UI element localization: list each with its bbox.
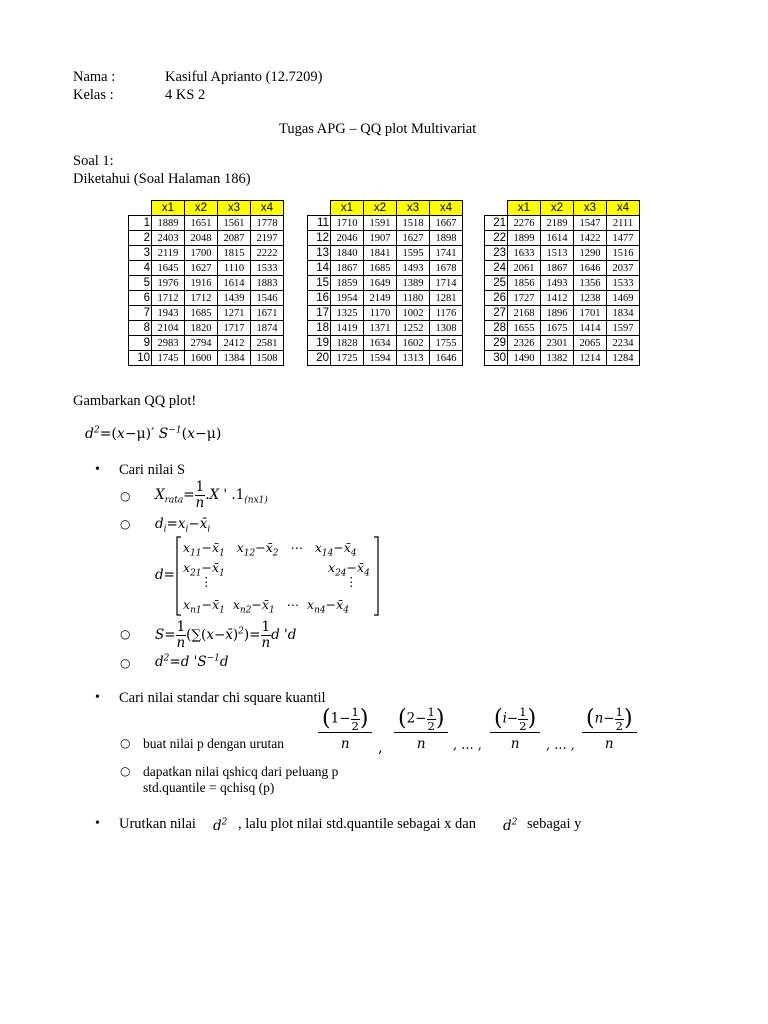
table-cell: 1725 [331, 351, 364, 366]
table-row [308, 321, 463, 336]
table-cell: 2222 [251, 246, 284, 261]
table-cell: 2168 [508, 306, 541, 321]
table-cell: 2065 [574, 336, 607, 351]
chi-sub2-line1: dapatkan nilai qshicq dari peluang p [143, 764, 339, 779]
table-cell: 1671 [251, 306, 284, 321]
table-cell: 1856 [508, 276, 541, 291]
matrix-row-2a: $x_{21}-x̄_1$ [183, 560, 225, 579]
kelas-label: Kelas : [73, 87, 114, 103]
table-cell: 1284 [607, 351, 640, 366]
table-cell: 1180 [397, 291, 430, 306]
table-row [129, 261, 284, 276]
table-cell: 1907 [364, 231, 397, 246]
table-cell: 1874 [251, 321, 284, 336]
formula-d2: $d^2=(x-\mu)'$ $S^{-1}(x-\mu)$ [85, 425, 222, 442]
table-cell: 1710 [331, 216, 364, 231]
table-row [129, 246, 284, 261]
circle-bullet-icon: ○ [120, 489, 131, 503]
table-row [308, 291, 463, 306]
table-cell: 1646 [574, 261, 607, 276]
row-number: 6 [129, 291, 152, 306]
column-header: x3 [397, 201, 430, 216]
table-cell: 1943 [152, 306, 185, 321]
table-cell: 2412 [218, 336, 251, 351]
table-row [129, 336, 284, 351]
table-cell: 1649 [364, 276, 397, 291]
table-cell: 2119 [152, 246, 185, 261]
table-cell: 1741 [430, 246, 463, 261]
table-cell: 1701 [574, 306, 607, 321]
row-number: 30 [485, 351, 508, 366]
table-cell: 1214 [574, 351, 607, 366]
table-cell: 1828 [331, 336, 364, 351]
table-cell: 1271 [218, 306, 251, 321]
table-cell: 1508 [251, 351, 284, 366]
circle-bullet-icon: ○ [120, 627, 131, 641]
row-number: 25 [485, 276, 508, 291]
table-cell: 1281 [430, 291, 463, 306]
row-number: 22 [485, 231, 508, 246]
bullet-icon: • [95, 690, 100, 705]
table-row [129, 306, 284, 321]
table-cell: 1714 [430, 276, 463, 291]
chi-sub1-text: buat nilai p dengan urutan [143, 736, 284, 751]
row-number: 7 [129, 306, 152, 321]
column-header: x2 [364, 201, 397, 216]
row-number: 16 [308, 291, 331, 306]
table-cell: 1493 [541, 276, 574, 291]
table-cell: 1325 [331, 306, 364, 321]
nama-value: Kasiful Aprianto (12.7209) [165, 69, 323, 85]
table-cell: 2794 [185, 336, 218, 351]
column-header: x2 [185, 201, 218, 216]
page-title: Tugas APG – QQ plot Multivariat [279, 121, 477, 137]
table-cell: 1602 [397, 336, 430, 351]
nama-label: Nama : [73, 69, 116, 85]
step-chi-heading: Cari nilai standar chi square kuantil [119, 690, 326, 706]
table-cell: 2301 [541, 336, 574, 351]
table-cell: 1419 [331, 321, 364, 336]
table-cell: 1633 [508, 246, 541, 261]
table-cell: 1859 [331, 276, 364, 291]
table-cell: 1646 [430, 351, 463, 366]
table-cell: 1655 [508, 321, 541, 336]
table-cell: 2983 [152, 336, 185, 351]
column-header: x4 [251, 201, 284, 216]
table-cell: 1439 [218, 291, 251, 306]
chi-sub2-line2: std.quantile = qchisq (p) [143, 780, 275, 795]
row-number: 15 [308, 276, 331, 291]
table-cell: 2037 [607, 261, 640, 276]
table-row [485, 216, 640, 231]
matrix-row-n: $x_{n1}-x̄_1$ $x_{n2}-x̄_1$ ⋯ $x_{n4}-x̄_4$ [183, 597, 349, 616]
row-number: 26 [485, 291, 508, 306]
table-cell: 1651 [185, 216, 218, 231]
table-cell: 1414 [574, 321, 607, 336]
p-fraction-1: (1− $\frac{1}{2}$ ) n [318, 706, 372, 752]
table-cell: 1516 [607, 246, 640, 261]
table-cell: 2149 [364, 291, 397, 306]
table-cell: 2276 [508, 216, 541, 231]
table-cell: 1477 [607, 231, 640, 246]
table-cell: 2234 [607, 336, 640, 351]
column-header: x1 [508, 201, 541, 216]
soal-label: Soal 1: [73, 153, 114, 169]
table-cell: 1976 [152, 276, 185, 291]
row-number: 28 [485, 321, 508, 336]
table-cell: 1678 [430, 261, 463, 276]
table-cell: 1546 [251, 291, 284, 306]
table-cell: 2087 [218, 231, 251, 246]
table-cell: 1469 [607, 291, 640, 306]
table-corner [308, 201, 331, 216]
circle-bullet-icon: ○ [120, 736, 131, 750]
table-cell: 1614 [218, 276, 251, 291]
row-number: 13 [308, 246, 331, 261]
table-cell: 2189 [541, 216, 574, 231]
data-table-2 [307, 200, 463, 366]
table-cell: 1840 [331, 246, 364, 261]
formula-xrata: $X_{rata}=$ $\frac{1}{n}$ .X ' $.1_{(nx1)}$ [155, 479, 268, 511]
row-number: 8 [129, 321, 152, 336]
column-header: x3 [218, 201, 251, 216]
formula-d2-inline: $d^2$ [213, 817, 228, 834]
row-number: 4 [129, 261, 152, 276]
table-row [129, 216, 284, 231]
row-number: 21 [485, 216, 508, 231]
table-cell: 1597 [607, 321, 640, 336]
formula-d2-short: $d^2=d$ '$S^{-1}d$ [155, 653, 229, 670]
table-row [485, 306, 640, 321]
table-row [485, 246, 640, 261]
table-cell: 1899 [508, 231, 541, 246]
bullet-icon: • [95, 816, 100, 831]
table-row [129, 231, 284, 246]
table-cell: 1700 [185, 246, 218, 261]
formula-s: S= $\frac{1}{n}$ (∑(x−x̄)$^2$)= $\frac{1}{n}$ d 'd [155, 619, 297, 651]
row-number: 18 [308, 321, 331, 336]
urutkan-text-a: Urutkan nilai [119, 816, 196, 832]
data-table-1 [128, 200, 284, 366]
table-cell: 1898 [430, 231, 463, 246]
table-cell: 1778 [251, 216, 284, 231]
table-cell: 1594 [364, 351, 397, 366]
p-fraction-n: (n− $\frac{1}{2}$ ) n [582, 706, 637, 752]
table-cell: 1382 [541, 351, 574, 366]
formula-d2-inline: $d^2$ [503, 817, 518, 834]
table-cell: 1675 [541, 321, 574, 336]
table-cell: 2403 [152, 231, 185, 246]
data-table-3 [484, 200, 640, 366]
table-row [308, 336, 463, 351]
row-number: 12 [308, 231, 331, 246]
table-row [308, 306, 463, 321]
table-cell: 1308 [430, 321, 463, 336]
table-row [129, 276, 284, 291]
table-cell: 1252 [397, 321, 430, 336]
table-cell: 1712 [152, 291, 185, 306]
table-cell: 2048 [185, 231, 218, 246]
row-number: 19 [308, 336, 331, 351]
p-comma: , [378, 740, 383, 756]
matrix-row-1: $x_{11}-x̄_1$ $x_{12}-x̄_2$ ⋯ $x_{14}-x̄_4$ [183, 540, 357, 559]
matrix-row-2b: $x_{24}-x̄_4$ [328, 560, 370, 579]
table-cell: 1412 [541, 291, 574, 306]
diketahui-text: Diketahui (Soal Halaman 186) [73, 171, 251, 187]
circle-bullet-icon: ○ [120, 517, 131, 531]
table-cell: 1614 [541, 231, 574, 246]
table-cell: 2111 [607, 216, 640, 231]
urutkan-text-c: sebagai y [527, 816, 582, 832]
p-fraction-2: (2− $\frac{1}{2}$ ) n [394, 706, 448, 752]
table-corner [485, 201, 508, 216]
row-number: 23 [485, 246, 508, 261]
p-ellipsis: , ... , [546, 738, 575, 753]
table-cell: 1634 [364, 336, 397, 351]
table-cell: 2046 [331, 231, 364, 246]
table-row [308, 351, 463, 366]
table-cell: 1313 [397, 351, 430, 366]
circle-bullet-icon: ○ [120, 764, 131, 778]
circle-bullet-icon: ○ [120, 656, 131, 670]
table-cell: 1815 [218, 246, 251, 261]
table-cell: 1717 [218, 321, 251, 336]
table-cell: 1883 [251, 276, 284, 291]
row-number: 27 [485, 306, 508, 321]
table-cell: 2326 [508, 336, 541, 351]
table-cell: 2104 [152, 321, 185, 336]
table-row [308, 231, 463, 246]
row-number: 5 [129, 276, 152, 291]
table-cell: 1547 [574, 216, 607, 231]
row-number: 14 [308, 261, 331, 276]
table-row [308, 246, 463, 261]
table-row [485, 321, 640, 336]
table-cell: 1896 [541, 306, 574, 321]
formula-di: $d_i=x_i-x̄_i$ [155, 516, 211, 535]
row-number: 11 [308, 216, 331, 231]
table-cell: 1490 [508, 351, 541, 366]
table-cell: 1745 [152, 351, 185, 366]
table-cell: 1533 [607, 276, 640, 291]
table-cell: 1518 [397, 216, 430, 231]
table-row [308, 216, 463, 231]
table-cell: 1110 [218, 261, 251, 276]
table-cell: 1889 [152, 216, 185, 231]
table-cell: 2581 [251, 336, 284, 351]
table-row [485, 276, 640, 291]
row-number: 3 [129, 246, 152, 261]
table-cell: 1595 [397, 246, 430, 261]
column-header: x1 [152, 201, 185, 216]
table-cell: 1954 [331, 291, 364, 306]
table-cell: 1627 [185, 261, 218, 276]
table-cell: 2197 [251, 231, 284, 246]
table-corner [129, 201, 152, 216]
table-cell: 1591 [364, 216, 397, 231]
table-cell: 1533 [251, 261, 284, 276]
step-s-heading: Cari nilai S [119, 462, 186, 478]
column-header: x3 [574, 201, 607, 216]
matrix-d-label: d= [155, 567, 175, 583]
table-cell: 1170 [364, 306, 397, 321]
table-row [129, 351, 284, 366]
table-cell: 1356 [574, 276, 607, 291]
row-number: 24 [485, 261, 508, 276]
bullet-icon: • [95, 462, 100, 477]
table-cell: 1389 [397, 276, 430, 291]
column-header: x4 [607, 201, 640, 216]
table-cell: 1600 [185, 351, 218, 366]
table-row [308, 261, 463, 276]
table-cell: 1002 [397, 306, 430, 321]
urutkan-text-b: , lalu plot nilai std.quantile sebagai x dan [238, 816, 476, 832]
row-number: 2 [129, 231, 152, 246]
table-cell: 1712 [185, 291, 218, 306]
kelas-value: 4 KS 2 [165, 87, 206, 103]
table-cell: 1685 [185, 306, 218, 321]
table-row [308, 276, 463, 291]
column-header: x4 [430, 201, 463, 216]
table-cell: 1238 [574, 291, 607, 306]
column-header: x2 [541, 201, 574, 216]
table-cell: 2061 [508, 261, 541, 276]
table-cell: 1384 [218, 351, 251, 366]
table-cell: 1422 [574, 231, 607, 246]
row-number: 9 [129, 336, 152, 351]
matrix-vdots-2: ⋮ [345, 574, 358, 589]
gambarkan-text: Gambarkan QQ plot! [73, 393, 197, 409]
row-number: 20 [308, 351, 331, 366]
table-cell: 1755 [430, 336, 463, 351]
table-row [129, 321, 284, 336]
table-cell: 1867 [541, 261, 574, 276]
table-cell: 1727 [508, 291, 541, 306]
table-cell: 1834 [607, 306, 640, 321]
row-number: 17 [308, 306, 331, 321]
row-number: 29 [485, 336, 508, 351]
table-row [129, 291, 284, 306]
row-number: 1 [129, 216, 152, 231]
row-number: 10 [129, 351, 152, 366]
table-cell: 1627 [397, 231, 430, 246]
p-ellipsis: , ... , [453, 738, 482, 753]
table-row [485, 291, 640, 306]
table-row [485, 261, 640, 276]
table-cell: 1493 [397, 261, 430, 276]
table-cell: 1176 [430, 306, 463, 321]
table-cell: 1290 [574, 246, 607, 261]
table-cell: 1371 [364, 321, 397, 336]
column-header: x1 [331, 201, 364, 216]
p-fraction-i: (i− $\frac{1}{2}$ ) n [490, 706, 540, 752]
table-row [485, 336, 640, 351]
table-cell: 1867 [331, 261, 364, 276]
table-cell: 1820 [185, 321, 218, 336]
table-cell: 1841 [364, 246, 397, 261]
table-cell: 1513 [541, 246, 574, 261]
table-cell: 1916 [185, 276, 218, 291]
table-cell: 1667 [430, 216, 463, 231]
matrix-vdots-1: ⋮ [200, 574, 213, 589]
table-cell: 1561 [218, 216, 251, 231]
table-cell: 1645 [152, 261, 185, 276]
table-row [485, 231, 640, 246]
table-row [485, 351, 640, 366]
table-cell: 1685 [364, 261, 397, 276]
